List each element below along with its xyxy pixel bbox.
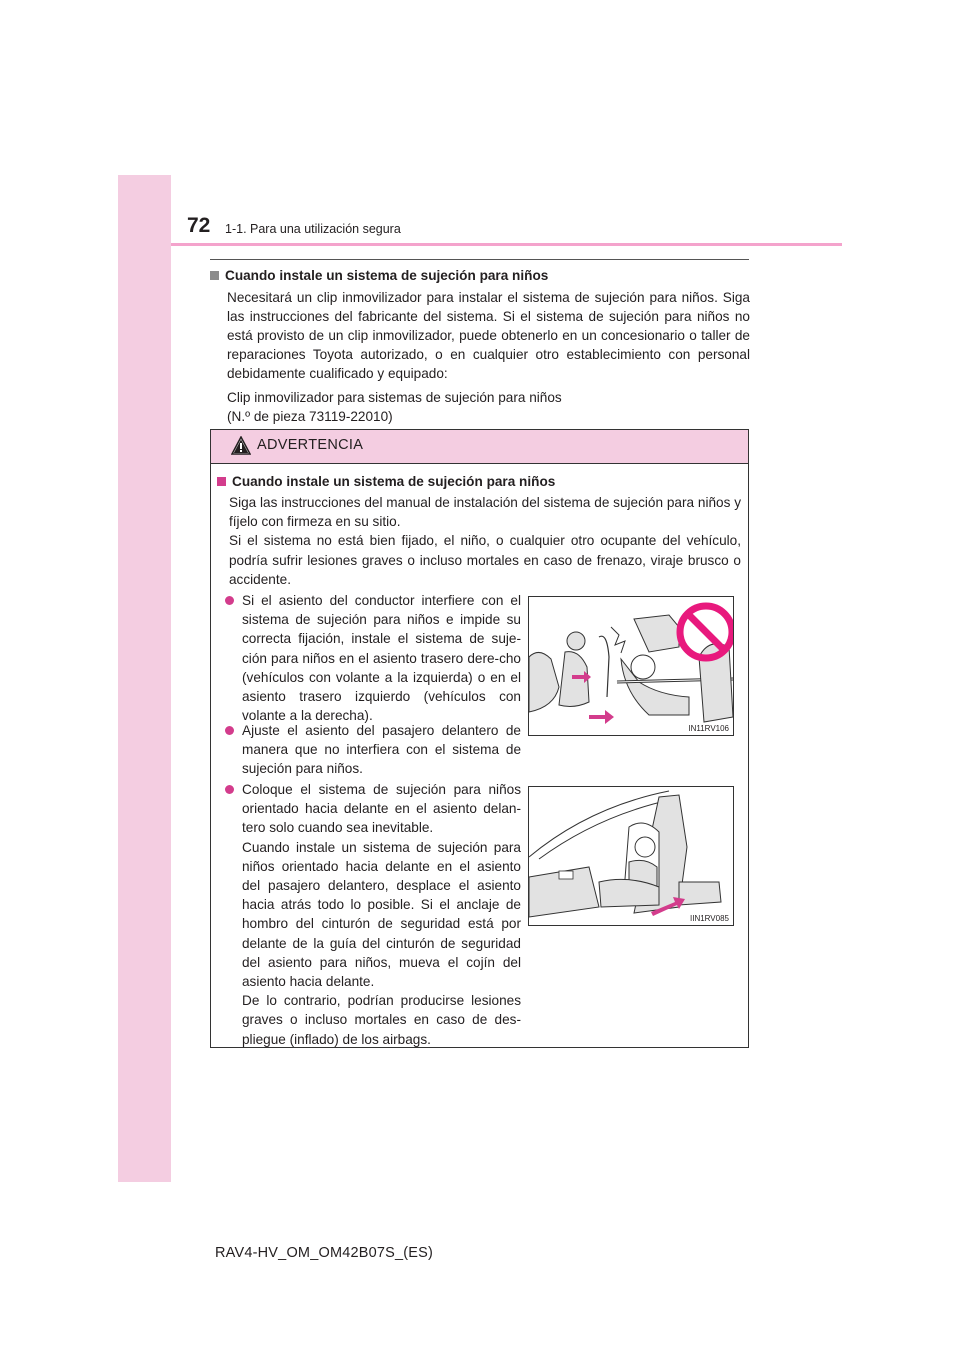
car-seat-crash-illustration — [529, 597, 733, 735]
illustration-front-seat-child-restraint — [528, 786, 734, 926]
bullet-dot-icon — [225, 726, 234, 735]
illustration-driver-seat-interference — [528, 596, 734, 736]
document-code: RAV4-HV_OM_OM42B07S_(ES) — [215, 1245, 434, 1261]
bullet-dot-icon — [225, 785, 234, 794]
bullet-item: Si el asiento del conductor interfiere con el sistema de sujeción para niños e impide su correcta fijación, instale el sistema de suje-ción para niños en el asiento trasero dere-cho (vehículos con volante a la izquierda) o en el asiento trasero izquierdo (vehículos con volante a la derecha). — [225, 591, 521, 725]
bullet-dot-icon — [225, 596, 234, 605]
content-top-rule — [210, 259, 749, 260]
front-seat-child-seat-illustration — [529, 787, 733, 925]
illustration-code: IIN1RV085 — [690, 914, 729, 923]
warning-box — [210, 429, 749, 1048]
square-bullet-icon — [217, 477, 226, 486]
warning-header — [211, 430, 748, 464]
page-number: 72 — [187, 214, 211, 237]
clip-line-1: Clip inmovilizador para sistemas de sujeción para niños — [227, 390, 562, 405]
warning-triangle-icon — [231, 436, 251, 455]
warning-title: ADVERTENCIA — [257, 437, 364, 453]
intro-paragraph: Necesitará un clip inmovilizador para instalar el sistema de sujeción para niños. Siga las instrucciones del fabricante del sistema. Si el sistema de sujeción para niños no está provisto de un clip inmovilizador, puede obtenerlo en un concesionario o taller de reparaciones Toyota autorizado, o en cualquier otro establecimiento con personal debidamente cualificado y equipado: — [227, 290, 750, 381]
warning-heading: Cuando instale un sistema de sujeción para niños — [217, 474, 555, 489]
clip-part-number: (N.º de pieza 73119-22010) — [227, 409, 393, 424]
square-bullet-icon — [210, 271, 219, 280]
intro-section — [210, 266, 750, 426]
warning-paragraph-1: Siga las instrucciones del manual de instalación del sistema de sujeción para niños y fíjelo con firmeza en su sitio. — [229, 495, 741, 530]
section-title: 1-1. Para una utilización segura — [225, 222, 401, 236]
intro-heading: Cuando instale un sistema de sujeción para niños — [210, 266, 750, 285]
warning-paragraph-2: Si el sistema no está bien fijado, el niño, o cualquier otro ocupante del vehículo, podría sufrir lesiones graves o incluso mortales en caso de frenazo, viraje brusco o accidente. — [229, 533, 741, 587]
header-rule — [171, 243, 842, 246]
illustration-code: IN11RV106 — [688, 724, 729, 733]
bullet-item: Ajuste el asiento del pasajero delantero de manera que no interfiera con el sistema de sujeción para niños. — [225, 721, 521, 779]
bullet-item: Coloque el sistema de sujeción para niños orientado hacia delante en el asiento delan-tero solo cuando sea inevitable. Cuando instale un sistema de sujeción para niños orientado hacia delante en el asiento del pasajero delantero, desplace el asiento hacia atrás todo lo posible. Si el anclaje de hombro del cinturón de seguridad está por delante de la guía del cinturón de seguridad del asiento para niños, mueva el cojín del asiento hacia delante. De lo contrario, podrían producirse lesiones graves o incluso mortales en caso de des-pliegue (inflado) de los airbags. — [225, 780, 521, 1049]
warning-paragraph — [229, 493, 741, 589]
side-tab-band — [118, 175, 171, 1182]
